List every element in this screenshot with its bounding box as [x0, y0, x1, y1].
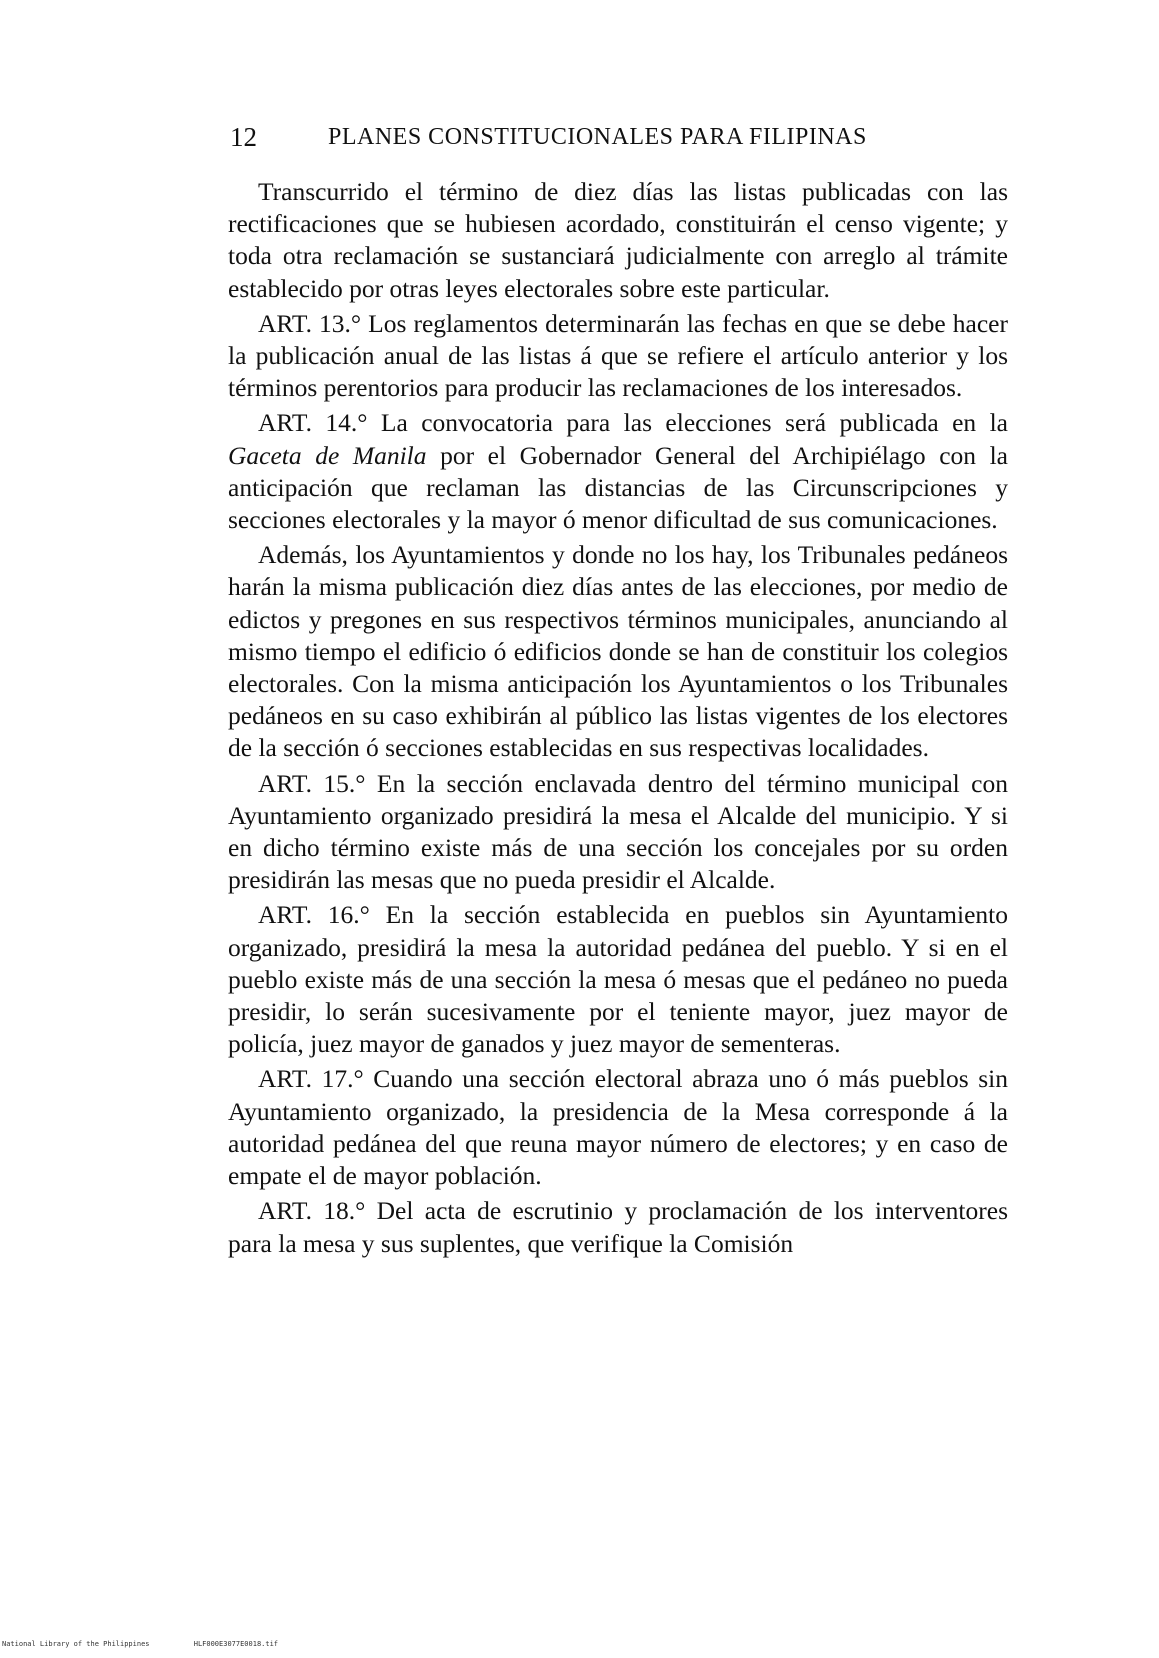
- paragraph: [228, 176, 1008, 305]
- paragraph-text-cont: por el Gobernador General del Archipiélago con la anticipación que reclaman las distancias de las Circunscripciones y secciones electorales y la mayor ó menor dificultad de sus comunicaciones.: [228, 440, 1008, 535]
- scan-footer: [2, 1640, 318, 1648]
- library-credit: National Library of the Philippines: [2, 1640, 150, 1648]
- paragraph-art-16: [228, 899, 1008, 1060]
- article-label: ART. 14.°: [258, 408, 368, 438]
- page-header: [230, 122, 1000, 158]
- body-text: [228, 176, 1008, 1556]
- paragraph-text: Cuando una sección electoral abraza uno ó más pueblos sin Ayuntamiento organizado, la presidencia de la Mesa corresponde á la autoridad pedánea del que reuna mayor número de electores; y en caso de empate el de mayor población.: [228, 1064, 1008, 1191]
- paragraph-text: Además, los Ayuntamientos y donde no los hay, los Tribunales pedáneos harán la misma publicación diez días antes de las elecciones, por medio de edictos y pregones en sus respectivos términos municipales, anunciando al mismo tiempo el edificio ó edificios donde se han de constituir los colegios electorales. Con la misma anticipación los Ayuntamientos o los Tribunales pedáneos en su caso exhibirán al público las listas vigentes de los electores de la sección ó secciones establecidas en sus respectivas localidades.: [228, 540, 1008, 763]
- page-number: 12: [230, 122, 257, 152]
- paragraph: [228, 539, 1008, 764]
- paragraph-art-15: [228, 768, 1008, 897]
- article-label: ART. 18.°: [258, 1196, 366, 1226]
- paragraph-text: Transcurrido el término de diez días las listas publicadas con las rectificaciones que se hubiesen acordado, constituirán el censo vigente; y toda otra reclamación se sustanciará judicialmente con arreglo al trámite establecido por otras leyes electorales sobre este particular.: [228, 177, 1008, 303]
- scan-id: HLF000E3077E0018.tif: [193, 1640, 279, 1648]
- paragraph-text: En la sección establecida en pueblos sin Ayuntamiento organizado, presidirá la mesa la autoridad pedánea del pueblo. Y si en el pueblo existe más de una sección la mesa ó mesas que el pedáneo no pueda presidir, lo serán sucesivamente por el teniente mayor, juez mayor de policía, juez mayor de ganados y juez mayor de sementeras.: [228, 900, 1008, 1059]
- article-label: ART. 17.°: [258, 1064, 364, 1094]
- paragraph-text: En la sección enclavada dentro del término municipal con Ayuntamiento organizado presidirá la mesa el Alcalde del municipio. Y si en dicho término existe más de una sección los concejales por su orden presidirán las mesas que no pueda presidir el Alcalde.: [228, 768, 1008, 895]
- paragraph-text: La convocatoria para las elecciones será publicada en la: [380, 408, 1008, 438]
- paragraph-art-13: [228, 308, 1008, 405]
- publication-title: Gaceta de Manila: [228, 440, 427, 470]
- article-label: ART. 15.°: [258, 768, 366, 798]
- paragraph-text: Del acta de escrutinio y proclamación de los interventores para la mesa y sus suplentes, que verifique la Comisión: [228, 1196, 1008, 1258]
- paragraph-art-14: [228, 407, 1008, 536]
- article-label: ART. 16.°: [258, 900, 370, 930]
- article-label: ART. 13.°: [258, 308, 362, 338]
- running-title: PLANES CONSTITUCIONALES PARA FILIPINAS: [328, 124, 867, 150]
- paragraph-text: Los reglamentos determinarán las fechas en que se debe hacer la publicación anual de las listas á que se refiere el artículo anterior y los términos perentorios para producir las reclamaciones de los interesados.: [228, 308, 1008, 403]
- paragraph-art-17: [228, 1063, 1008, 1192]
- paragraph-art-18: [228, 1195, 1008, 1259]
